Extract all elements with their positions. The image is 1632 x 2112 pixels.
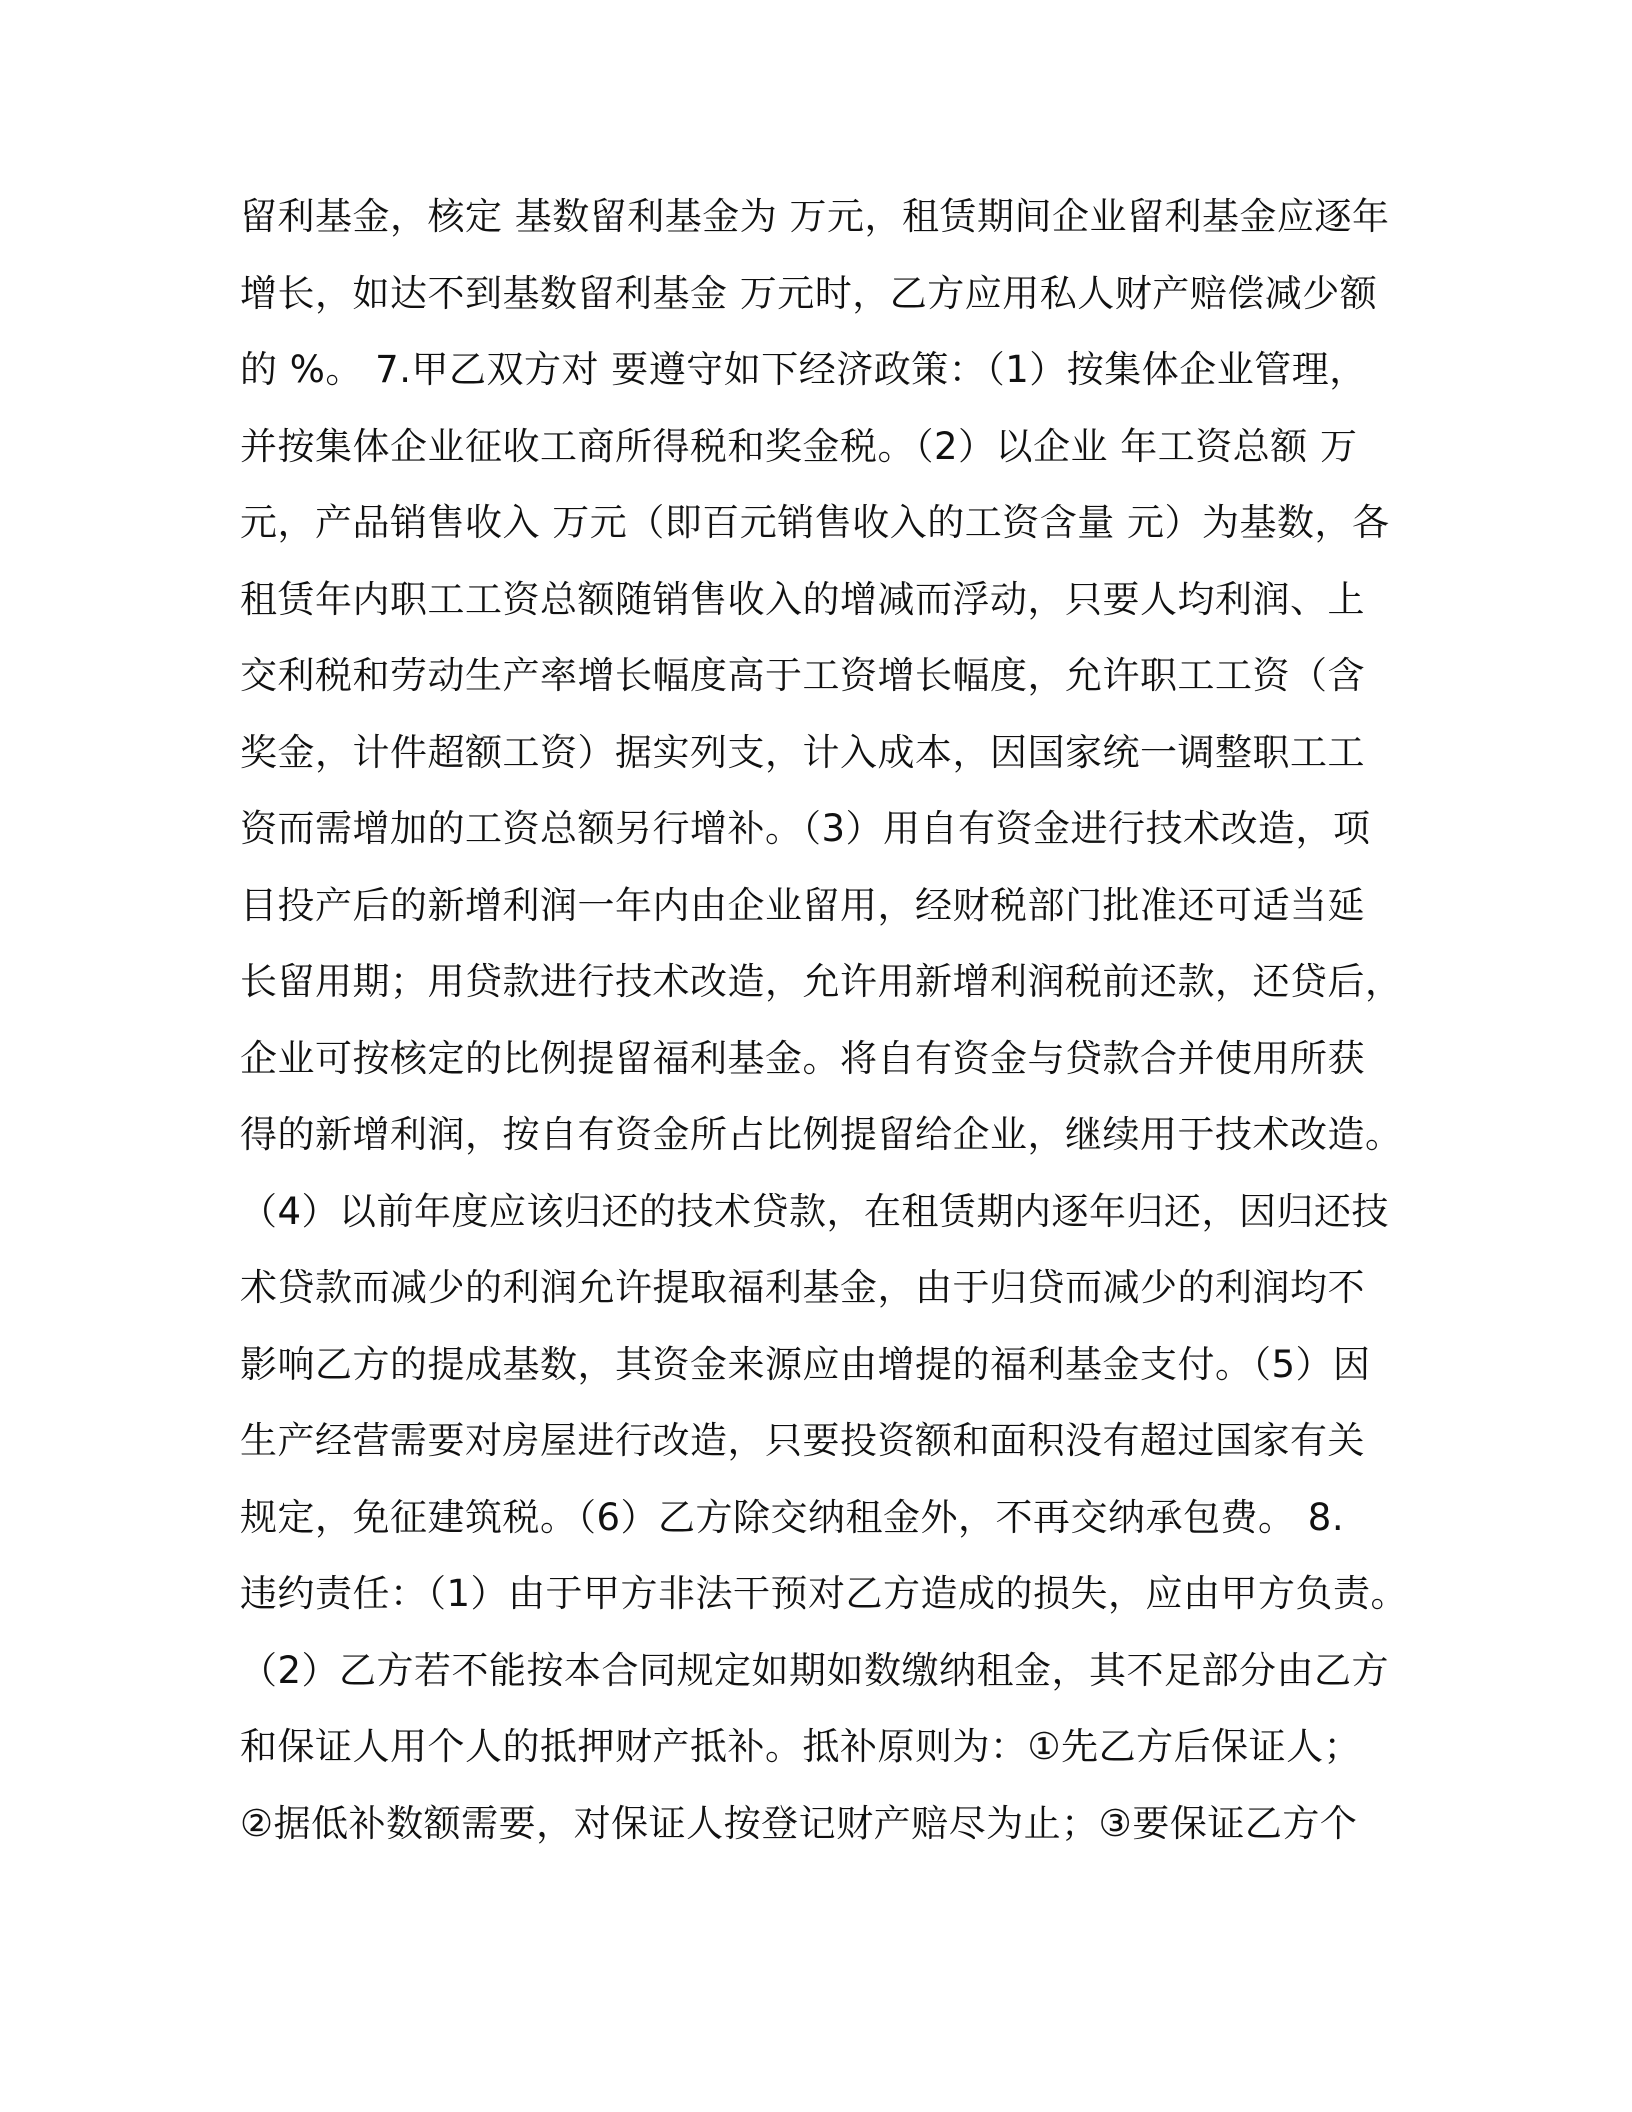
body-text-line: 长留用期；用贷款进行技术改造，允许用新增利润税前还款，还贷后， bbox=[240, 960, 1403, 1003]
body-text-line: 留利基金，核定 基数留利基金为 万元，租赁期间企业留利基金应逐年 bbox=[240, 195, 1390, 238]
body-text-line: 元，产品销售收入 万元（即百元销售收入的工资含量 元）为基数，各 bbox=[240, 501, 1390, 544]
body-text-line: （2）乙方若不能按本合同规定如期如数缴纳租金，其不足部分由乙方 bbox=[240, 1649, 1390, 1692]
body-text-line: 增长，如达不到基数留利基金 万元时，乙方应用私人财产赔偿减少额 bbox=[240, 272, 1378, 315]
body-text-line: 企业可按核定的比例提留福利基金。将自有资金与贷款合并使用所获 bbox=[240, 1037, 1365, 1080]
body-text-line: 违约责任：（1）由于甲方非法干预对乙方造成的损失，应由甲方负责。 bbox=[240, 1572, 1409, 1615]
body-text-line: ②据低补数额需要，对保证人按登记财产赔尽为止；③要保证乙方个 bbox=[240, 1802, 1358, 1845]
body-text-line: （4）以前年度应该归还的技术贷款，在租赁期内逐年归还，因归还技 bbox=[240, 1190, 1390, 1233]
body-text-line: 和保证人用个人的抵押财产抵补。抵补原则为：①先乙方后保证人； bbox=[240, 1725, 1362, 1768]
body-text-line: 的 %。 7.甲乙双方对 要遵守如下经济政策：（1）按集体企业管理， bbox=[240, 348, 1367, 391]
body-text-line: 生产经营需要对房屋进行改造，只要投资额和面积没有超过国家有关 bbox=[240, 1419, 1365, 1462]
body-text-line: 得的新增利润，按自有资金所占比例提留给企业，继续用于技术改造。 bbox=[240, 1113, 1403, 1156]
body-text-line: 影响乙方的提成基数，其资金来源应由增提的福利基金支付。（5）因 bbox=[240, 1343, 1371, 1386]
body-text-line: 术贷款而减少的利润允许提取福利基金，由于归贷而减少的利润均不 bbox=[240, 1266, 1365, 1309]
body-text-line: 交利税和劳动生产率增长幅度高于工资增长幅度，允许职工工资（含 bbox=[240, 654, 1365, 697]
body-text-line: 并按集体企业征收工商所得税和奖金税。（2）以企业 年工资总额 万 bbox=[240, 425, 1358, 468]
body-text-line: 奖金，计件超额工资）据实列支，计入成本，因国家统一调整职工工 bbox=[240, 731, 1365, 774]
body-text-line: 资而需增加的工资总额另行增补。（3）用自有资金进行技术改造，项 bbox=[240, 807, 1371, 850]
body-text-line: 规定，免征建筑税。（6）乙方除交纳租金外，不再交纳承包费。 8. bbox=[240, 1496, 1345, 1539]
body-text-line: 租赁年内职工工资总额随销售收入的增减而浮动，只要人均利润、上 bbox=[240, 578, 1365, 621]
body-text-line: 目投产后的新增利润一年内由企业留用，经财税部门批准还可适当延 bbox=[240, 884, 1365, 927]
